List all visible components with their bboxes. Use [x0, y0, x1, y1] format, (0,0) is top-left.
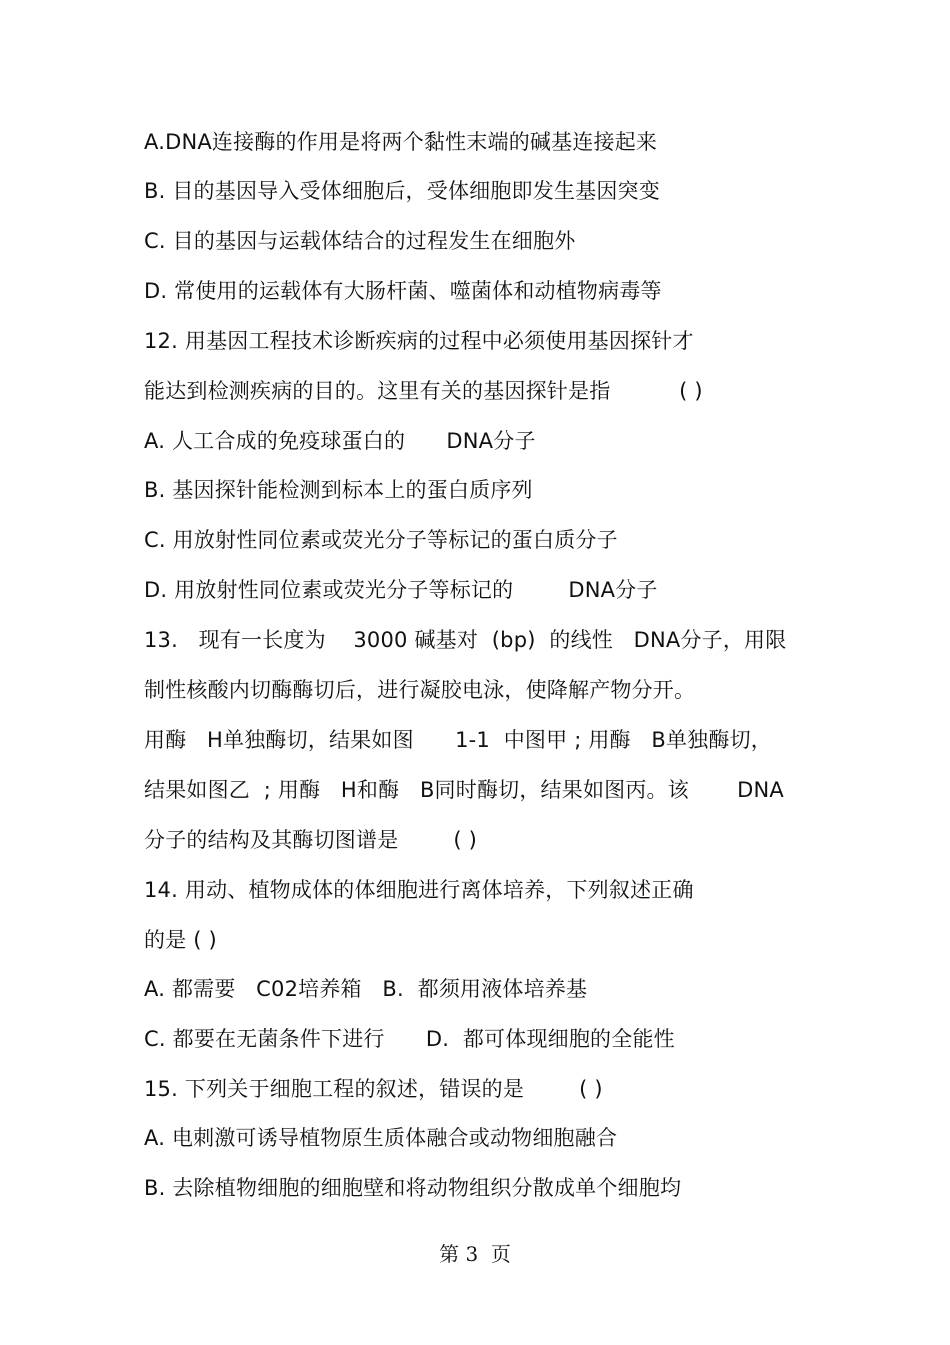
question-12-line-2: 能达到检测疾病的目的。这里有关的基因探针是指 ( )	[144, 379, 703, 403]
question-14-line-1: 14. 用动、植物成体的体细胞进行离体培养，下列叙述正确	[144, 878, 694, 902]
text-line-3: C. 目的基因与运载体结合的过程发生在细胞外	[144, 229, 576, 253]
page-number: 第 3 页	[439, 1242, 511, 1266]
question-13-line-5: 分子的结构及其酶切图谱是 ( )	[144, 828, 478, 852]
question-13-line-3: 用酶 H单独酶切，结果如图 1-1 中图甲 ; 用酶 B单独酶切，	[144, 728, 772, 752]
question-12-option-b: B. 基因探针能检测到标本上的蛋白质序列	[144, 478, 533, 502]
question-13-line-1: 13. 现有一长度为 3000 碱基对 (bp) 的线性 DNA分子，用限	[144, 628, 787, 652]
question-12-option-c: C. 用放射性同位素或荧光分子等标记的蛋白质分子	[144, 528, 618, 552]
question-14-line-2: 的是 ( )	[144, 928, 217, 952]
text-line-1: A.DNA连接酶的作用是将两个黏性末端的碱基连接起来	[144, 130, 658, 154]
question-14-options-ab: A. 都需要 C02培养箱 B. 都须用液体培养基	[144, 977, 588, 1001]
question-15-option-a: A. 电刺激可诱导植物原生质体融合或动物细胞融合	[144, 1126, 618, 1150]
question-12-option-d: D. 用放射性同位素或荧光分子等标记的 DNA分子	[144, 578, 658, 602]
question-13-line-4: 结果如图乙 ; 用酶 H和酶 B同时酶切，结果如图丙。该 DNA	[144, 778, 784, 802]
text-line-2: B. 目的基因导入受体细胞后，受体细胞即发生基因突变	[144, 179, 660, 203]
question-12-line-1: 12. 用基因工程技术诊断疾病的过程中必须使用基因探针才	[144, 329, 694, 353]
question-13-line-2: 制性核酸内切酶酶切后，进行凝胶电泳，使降解产物分开。	[144, 678, 696, 702]
question-14-options-cd: C. 都要在无菌条件下进行 D. 都可体现细胞的全能性	[144, 1027, 675, 1051]
text-line-4: D. 常使用的运载体有大肠杆菌、噬菌体和动植物病毒等	[144, 279, 662, 303]
question-12-option-a: A. 人工合成的免疫球蛋白的 DNA分子	[144, 429, 536, 453]
question-15-option-b: B. 去除植物细胞的细胞壁和将动物组织分散成单个细胞均	[144, 1176, 682, 1200]
question-15-line-1: 15. 下列关于细胞工程的叙述，错误的是 ( )	[144, 1077, 603, 1101]
